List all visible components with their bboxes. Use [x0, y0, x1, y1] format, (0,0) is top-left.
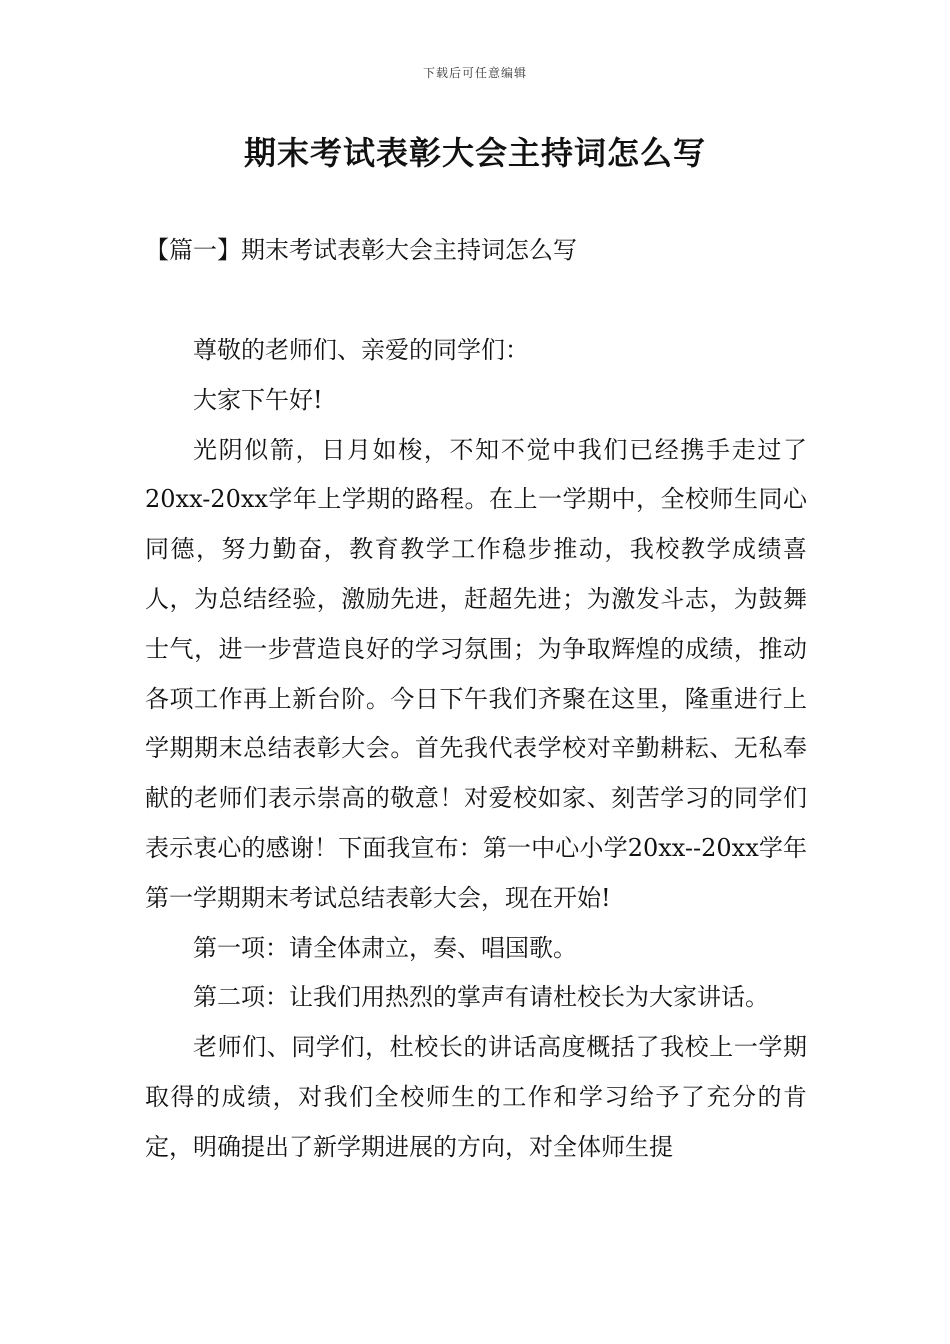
document-body	[145, 326, 807, 1173]
section-heading: 【篇一】期末考试表彰大会主持词怎么写	[145, 236, 577, 264]
document-title: 期末考试表彰大会主持词怎么写	[243, 134, 706, 172]
paragraph-hello: 大家下午好!	[193, 385, 323, 414]
paragraph-opening: 光阴似箭，日月如梭，不知不觉中我们已经携手走过了20xx-20xx学年上学期的路程。在上一学期中，全校师生同心同德，努力勤奋，教育教学工作稳步推动，我校教学成绩喜人，为总结经验，激励先进，赶超先进；为激发斗志，为鼓舞士气，进一步营造良好的学习氛围；为争取辉煌的成绩，推动各项工作再上新台阶。今日下午我们齐聚在这里，隆重进行上学期期末总结表彰大会。首先我代表学校对辛勤耕耘、无私奉献的老师们表示崇高的敬意！对爱校如家、刻苦学习的同学们表示衷心的感谢！下面我宣布：第一中心小学20xx--20xx学年第一学期期末考试总结表彰大会，现在开始!	[145, 435, 807, 912]
paragraph-summary: 老师们、同学们，杜校长的讲话高度概括了我校上一学期取得的成绩，对我们全校师生的工作和学习给予了充分的肯定，明确提出了新学期进展的方向，对全体师生提	[145, 1033, 807, 1161]
paragraph-item-one: 第一项：请全体肃立，奏、唱国歌。	[193, 933, 577, 962]
page-header-note: 下载后可任意编辑	[422, 66, 527, 80]
paragraph-item-two: 第二项：让我们用热烈的掌声有请杜校长为大家讲话。	[193, 983, 769, 1012]
paragraph-greeting: 尊敬的老师们、亲爱的同学们：	[193, 336, 529, 364]
